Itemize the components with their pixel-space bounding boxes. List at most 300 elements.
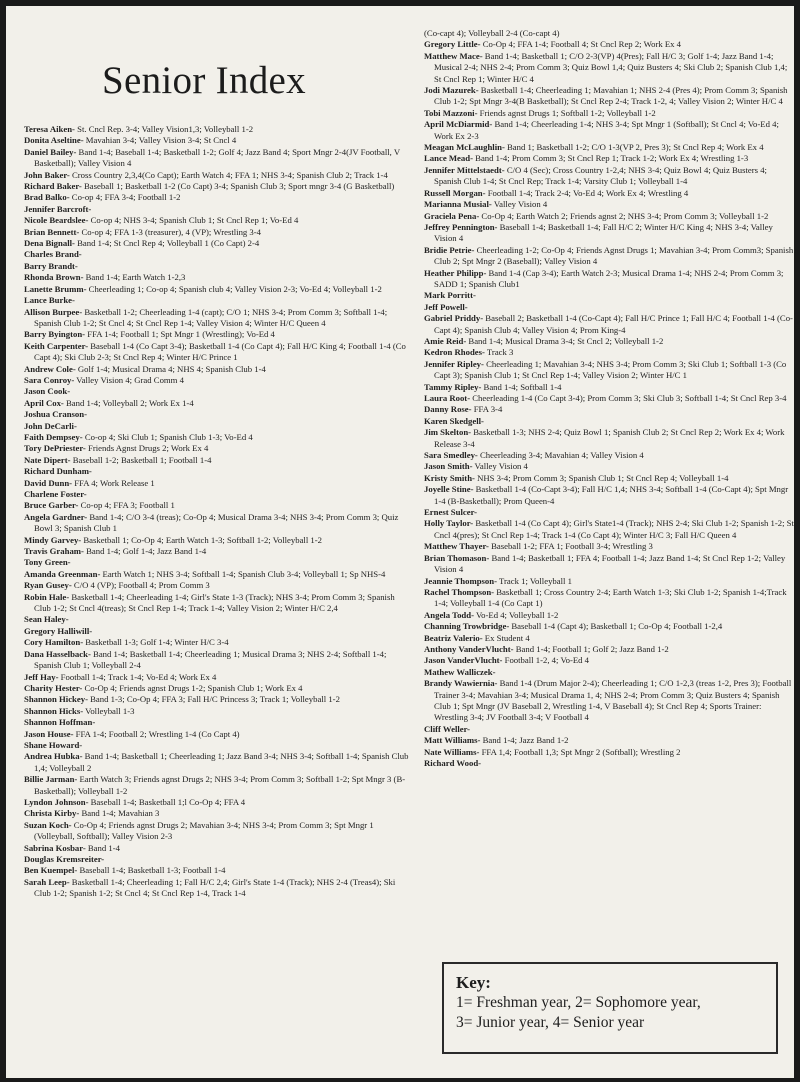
activities-text: Cheerleading 1-2; Co-Op 4; Friends Agnst Drugs 1; Mavahian 3-4; Prom Comm3; Spanish Club 2; Spt Mngr 2 (Baseball); Valley Vision 4 xyxy=(434,244,794,267)
activities-text: Friends agnst Drugs 1; Softball 1-2; Volleyball 1-2 xyxy=(477,107,656,118)
student-name: Nate Williams- xyxy=(424,746,480,757)
index-entry xyxy=(24,592,409,615)
activities-text: (Co-capt 4); Volleyball 2-4 (Co-capt 4) xyxy=(424,28,560,38)
index-entry xyxy=(424,747,794,758)
student-name: Jeff Hay- xyxy=(24,671,59,682)
index-entry xyxy=(24,227,409,238)
student-name: Shannon Hoffman- xyxy=(24,717,96,728)
index-entry xyxy=(24,364,409,375)
student-name: Jason Cook- xyxy=(24,386,71,397)
index-entry xyxy=(424,484,794,507)
key-title: Key: xyxy=(456,973,491,992)
index-entry xyxy=(24,740,409,751)
index-entry xyxy=(424,245,794,268)
activities-text: Valley Vision 4; Grad Comm 4 xyxy=(74,374,184,385)
student-name: Bridie Petrie- xyxy=(424,244,475,255)
index-entry xyxy=(24,135,409,146)
student-name: Meagan McLaughlin- xyxy=(424,142,505,153)
index-entry xyxy=(24,215,409,226)
activities-text: Cheerleading 1; Co-op 4; Spanish club 4; Valley Vision 2-3; Vo-Ed 4; Volleyball 1-2 xyxy=(86,283,382,294)
index-entry xyxy=(424,142,794,153)
left-entry-list xyxy=(24,124,409,900)
student-name: John DeCarli- xyxy=(24,420,77,431)
index-entry xyxy=(424,587,794,610)
index-entry xyxy=(24,751,409,774)
activities-text: Band 1-4; Basketball 1; FFA 4; Football 1-4; Jazz Band 1-4; St Cncl Rep 1-2; Valley Vision 4 xyxy=(434,552,786,575)
student-name: Barry Brandt- xyxy=(24,260,78,271)
index-entry xyxy=(24,272,409,283)
activities-text: Co-Op 4; Friends agnst Drugs 2; Mavahian 3-4; NHS 3-4; Prom Comm 3; Spt Mngr 1 (Volleyball, Softball); Valley Vision 2-3 xyxy=(34,819,374,842)
student-name: Barry Byington- xyxy=(24,329,86,340)
student-name: Jennifer Mittelstaedt- xyxy=(424,164,505,175)
activities-text: Basketball 1-3; NHS 2-4; Quiz Bowl 1; Spanish Club 2; St Cncl Rep 2; Work Ex 4; Work Release 3-4 xyxy=(434,427,785,449)
student-name: Angela Todd- xyxy=(424,609,474,620)
activities-text: Band 1-4; Softball 1-4 xyxy=(481,381,562,392)
activities-text: Band 1-4; Basketball 1; C/O 2-3(VP) 4(Pres); Fall H/C 3; Golf 1-4; Jazz Band 1-4; Musical 2-4; NHS 2-4; Prom Comm 3; Quiz Bowl 1,4; Quiz Busters 4; Ski Club 2; Spanish Club 1,4; St Cncl Rep 1; Winter H/C 4 xyxy=(434,50,788,84)
activities-text: Baseball 1-4 (Co Capt 3-4); Basketball 1-4 (Co Capt 4); Fall H/C King 4; Football 1-4 (Co Capt 4); Ski Club 2-3; St Cncl Rep 4; Winter H/C Prince 1 xyxy=(34,340,406,363)
index-entry xyxy=(424,382,794,393)
index-entry xyxy=(24,170,409,181)
index-entry xyxy=(424,290,794,301)
page-title: Senior Index xyxy=(102,59,306,102)
activities-text: C/O 4 (VP); Football 4; Prom Comm 3 xyxy=(71,580,210,591)
index-entry xyxy=(424,39,794,50)
index-entry xyxy=(424,724,794,735)
index-entry xyxy=(424,268,794,291)
index-entry xyxy=(424,450,794,461)
student-name: Shane Howard- xyxy=(24,739,83,750)
activities-text: Basketball 1-4; Cheerleading 1; Mavahian 1; NHS 2-4 (Pres 4); Prom Comm 3; Spanish Club 1-2; Spt Mngr 3-4(B Basketball); St Cncl Rep 2-4; Track 1-2, 4; Valley Vision 2; Winter H/C 4 xyxy=(434,85,788,107)
index-entry xyxy=(24,124,409,135)
activities-text: Baseball 1-4; Basketball 1-3; Football 1-4 xyxy=(77,865,226,876)
student-name: Anthony VanderVlucht- xyxy=(424,643,514,654)
student-name: Sean Haley- xyxy=(24,614,69,625)
activities-text: Valley Vision 4 xyxy=(472,461,528,472)
student-name: Nicole Beardslee- xyxy=(24,215,89,226)
index-entry xyxy=(424,393,794,404)
index-entry xyxy=(424,404,794,415)
index-entry xyxy=(24,478,409,489)
activities-text: Cheerleading 3-4; Mavahian 4; Valley Vision 4 xyxy=(477,450,644,461)
activities-text: Baseball 1-2; FFA 1; Football 3-4; Wrestling 3 xyxy=(488,541,653,552)
activities-text: Vo-Ed 4; Volleyball 1-2 xyxy=(473,609,559,620)
index-entry xyxy=(24,557,409,568)
activities-text: Ex Student 4 xyxy=(482,632,530,643)
activities-text: Track 3 xyxy=(484,347,514,358)
student-name: Charles Brand- xyxy=(24,249,82,260)
index-entry xyxy=(424,302,794,313)
activities-text: Baseball 1-2; Basketball 1; Football 1-4 xyxy=(70,454,212,465)
student-name: Christa Kirby- xyxy=(24,808,80,819)
student-name: Channing Trowbridge- xyxy=(424,621,510,632)
activities-text: Co-Op 4; Friends agnst Drugs 1-2; Spanish Club 1; Work Ex 4 xyxy=(82,682,303,693)
index-entry xyxy=(424,576,794,587)
student-name: Cliff Weller- xyxy=(424,723,471,734)
activities-text: Baseball 1-4; Basketball 1-4; Fall H/C 2; Winter H/C King 4; NHS 3-4; Valley Vision 4 xyxy=(434,221,773,244)
activities-text: Co-op 4; FFA 3-4; Football 1-2 xyxy=(69,192,181,203)
activities-text: Earth Watch 1; NHS 3-4; Softball 1-4; Spanish Club 3-4; Volleyball 1; Sp NHS-4 xyxy=(100,568,386,579)
activities-text: Band 1-4; Basketball 1-4; Cheerleading 1; Musical Drama 3; NHS 2-4; Softball 1-4; Spanish Club 1; Volleyball 2-4 xyxy=(34,648,387,671)
student-name: Lance Mead- xyxy=(424,153,473,164)
activities-text: Band 1-4; St Cncl Rep 4; Volleyball 1 (Co Capt) 2-4 xyxy=(74,238,260,249)
student-name: Mathew Walliczek- xyxy=(424,666,496,677)
student-name: Kedron Rhodes- xyxy=(424,347,485,358)
student-name: Shannon Hicks- xyxy=(24,705,84,716)
student-name: Jennifer Barcroft- xyxy=(24,203,92,214)
student-name: Tory DePriester- xyxy=(24,443,86,454)
key-line-2: 3= Junior year, 4= Senior year xyxy=(456,1014,645,1031)
index-entry xyxy=(24,706,409,717)
index-entry xyxy=(24,649,409,672)
index-entry xyxy=(24,512,409,535)
activities-text: St. Cncl Rep. 3-4; Valley Vision1,3; Volleyball 1-2 xyxy=(74,124,254,134)
student-name: Gabriel Priddy- xyxy=(424,313,484,324)
student-name: Jim Skelton- xyxy=(424,427,472,438)
index-entry xyxy=(24,261,409,272)
index-entry xyxy=(24,307,409,330)
student-name: Jeannie Thompson- xyxy=(424,575,497,586)
index-entry xyxy=(424,667,794,678)
student-name: Amie Reid- xyxy=(424,335,467,346)
student-name: Mindy Garvey- xyxy=(24,534,82,545)
index-entry xyxy=(24,341,409,364)
activities-text: Basketball 1; Cross Country 2-4; Earth Watch 1-3; Ski Club 1-2; Spanish 1-4;Track 1-4; Volleyball 1-4 (Co Capt 1) xyxy=(434,586,787,609)
activities-text: Band 1-4; Mavahian 3 xyxy=(79,808,160,819)
index-entry xyxy=(24,729,409,740)
index-entry xyxy=(24,386,409,397)
index-entry xyxy=(424,735,794,746)
activities-text: FFA 3-4 xyxy=(471,404,503,415)
activities-text: FFA 1-4; Football 2; Wrestling 1-4 (Co Capt 4) xyxy=(73,728,240,739)
index-entry xyxy=(424,313,794,336)
index-entry xyxy=(424,416,794,427)
index-entry xyxy=(424,678,794,724)
student-name: Robin Hale- xyxy=(24,591,70,602)
student-name: April Cox- xyxy=(24,397,64,408)
index-entry xyxy=(24,535,409,546)
index-entry xyxy=(24,238,409,249)
activities-text: Basketball 1-3; Golf 1-4; Winter H/C 3-4 xyxy=(83,637,229,648)
student-name: Tony Green- xyxy=(24,557,71,568)
index-entry xyxy=(24,774,409,797)
student-name: Dana Hasselback- xyxy=(24,648,91,659)
student-name: Suzan Koch- xyxy=(24,819,72,830)
activities-text: Band 1-4 (Cap 3-4); Earth Watch 2-3; Musical Drama 1-4; NHS 2-4; Prom Comm 3; SADD 1; Spanish Club1 xyxy=(434,267,784,289)
activities-text: Basketball 1-4; Cheerleading 1; Fall H/C 2,4; Girl's State 1-4 (Track); NHS 2-4 (Treas4); Ski Club 1-2; Spanish 1-2; St Cncl 4; St Cncl Rep 1-4, Track 1-4 xyxy=(34,876,396,899)
student-name: Amanda Greenman- xyxy=(24,568,101,579)
index-entry xyxy=(424,621,794,632)
student-name: Ryan Gusey- xyxy=(24,580,72,591)
student-name: Sarah Leep- xyxy=(24,876,70,887)
activities-text: Baseball 1-4 (Capt 4); Basketball 1; Co-Op 4; Football 1-2,4 xyxy=(509,621,723,632)
activities-text: Friends Agnst Drugs 2; Work Ex 4 xyxy=(85,443,209,454)
activities-text: Cheerleading 1; Mavahian 3-4; NHS 3-4; Prom Comm 3; Ski Club 1; Softball 1-3 (Co Capt 3); Spanish Club 1; St Cncl Rep 1-4; Valley Vision 2; Winter H/C 1 xyxy=(434,358,787,381)
activities-text: Band 1-4; Cheerleading 1-4; NHS 3-4; Spt Mngr 1 (Softball); St Cncl 4; Vo-Ed 4; Work Ex 2-3 xyxy=(434,119,779,141)
index-entry xyxy=(24,672,409,683)
activities-text: Basketball 1-4 (Co Capt 4); Girl's State1-4 (Track); NHS 2-4; Ski Club 1-2; Spanish 1-2; St Cncl 4(pres); St Cncl Rep 1-4; Track 1-4 (Co Capt 4); Winter H/C 3; Fall H/C Queen 4 xyxy=(434,518,794,540)
index-entry xyxy=(424,85,794,108)
index-entry xyxy=(424,610,794,621)
index-entry xyxy=(24,147,409,170)
activities-text: C/O 4 (Sec); Cross Country 1-2,4; NHS 3-4; Quiz Bowl 4; Quiz Busters 4; Spanish Club 1-4; St Cncl Rep; Track 1-4; Varsity Club 1; Volleyball 1-4 xyxy=(434,164,767,187)
activities-text: Band 1-4; Musical Drama 3-4; St Cncl 2; Volleyball 1-2 xyxy=(466,335,664,346)
index-entry xyxy=(424,153,794,164)
student-name: Angela Gardner- xyxy=(24,511,88,522)
index-entry xyxy=(24,192,409,203)
index-entry xyxy=(424,541,794,552)
index-entry xyxy=(424,51,794,85)
activities-text: Band 1-4; Prom Comm 3; St Cncl Rep 1; Track 1-2; Work Ex 4; Wrestling 1-3 xyxy=(472,153,749,164)
index-entry xyxy=(424,347,794,358)
index-entry xyxy=(24,375,409,386)
index-entry xyxy=(424,427,794,450)
student-name: Allison Burpee- xyxy=(24,306,83,317)
student-name: Joshua Cranson- xyxy=(24,409,88,420)
student-name: Matthew Thayer- xyxy=(424,541,489,552)
student-name: Jodi Mazurek- xyxy=(424,85,479,96)
student-name: Danny Rose- xyxy=(424,404,472,415)
index-entry xyxy=(24,717,409,728)
student-name: Andrew Cole- xyxy=(24,363,76,374)
activities-text: Volleyball 1-3 xyxy=(83,705,135,716)
activities-text: Co-op 4; FFA 3; Football 1 xyxy=(78,500,175,511)
index-entry xyxy=(424,461,794,472)
student-name: Brian Bennett- xyxy=(24,226,80,237)
student-name: Cory Hamilton- xyxy=(24,637,84,648)
student-name: Ben Kuempel- xyxy=(24,865,78,876)
index-entry xyxy=(24,421,409,432)
student-name: Keith Carpenter- xyxy=(24,340,89,351)
student-name: Lyndon Johnson- xyxy=(24,796,89,807)
student-name: Billie Jarman- xyxy=(24,774,78,785)
student-name: Russell Morgan- xyxy=(424,187,486,198)
left-column xyxy=(24,6,409,900)
activities-text: Basketball 1; Co-Op 4; Earth Watch 1-3; Softball 1-2; Volleyball 1-2 xyxy=(81,534,323,545)
student-name: Faith Dempsey- xyxy=(24,431,83,442)
index-entry xyxy=(424,165,794,188)
index-entry xyxy=(24,500,409,511)
index-entry xyxy=(24,877,409,900)
activities-text: Baseball 1-4; Basketball 1;l Co-Op 4; FFA 4 xyxy=(88,796,246,807)
activities-text: Band 1-4; Golf 1-4; Jazz Band 1-4 xyxy=(83,546,207,557)
index-entry xyxy=(424,644,794,655)
index-entry xyxy=(24,284,409,295)
student-name: Bruce Garber- xyxy=(24,500,79,511)
student-name: Holly Taylor- xyxy=(424,518,474,529)
activities-text: Band 1-4; Football 1; Golf 2; Jazz Band 1-2 xyxy=(513,643,669,654)
activities-text: Earth Watch 3; Friends agnst Drugs 2; NHS 3-4; Prom Comm 3; Softball 1-2; Spt Mngr 3 (B-Basketball); Volleyball 1-2 xyxy=(34,774,406,796)
index-entry xyxy=(24,455,409,466)
activities-text: Football 1-4; Track 2-4; Vo-Ed 4; Work Ex 4; Wrestling 4 xyxy=(485,187,689,198)
activities-text: Band 1-4; Volleyball 2; Work Ex 1-4 xyxy=(63,397,194,408)
activities-text: Band 1-4; Earth Watch 1-2,3 xyxy=(83,272,186,283)
student-name: Daniel Bailey- xyxy=(24,146,77,157)
activities-text: Co-Op 4; Earth Watch 2; Friends agnst 2; NHS 3-4; Prom Comm 3; Volleyball 1-2 xyxy=(479,210,769,221)
index-entry xyxy=(424,507,794,518)
student-name: Lanette Brumm- xyxy=(24,283,87,294)
student-name: Brad Balko- xyxy=(24,192,70,203)
activities-text: Cross Country 2,3,4(Co Capt); Earth Watch 4; FFA 1; NHS 3-4; Spanish Club 2; Track 1-4 xyxy=(69,169,388,180)
yearbook-page xyxy=(6,6,794,1078)
student-name: Richard Baker- xyxy=(24,181,82,192)
student-name: Tammy Ripley- xyxy=(424,381,482,392)
student-name: Jason House- xyxy=(24,728,74,739)
activities-text: Co-Op 4; FFA 1-4; Football 4; St Cncl Rep 2; Work Ex 4 xyxy=(480,39,682,50)
student-name: Laura Root- xyxy=(424,393,471,403)
activities-text: NHS 3-4; Prom Comm 3; Spanish Club 1; St Cncl Rep 4; Volleyball 1-4 xyxy=(474,472,729,483)
activities-text: FFA 1-4; Football 1; Spt Mngr 1 (Wrestling); Vo-Ed 4 xyxy=(85,329,275,340)
index-entry xyxy=(424,222,794,245)
student-name: Dena Bignall- xyxy=(24,238,75,249)
student-name: Gregory Halliwill- xyxy=(24,625,93,636)
student-name: Lance Burke- xyxy=(24,295,75,306)
student-name: Kristy Smith- xyxy=(424,472,475,483)
index-entry xyxy=(24,398,409,409)
activities-text: Baseball 1; Basketball 1-2 (Co Capt) 3-4; Spanish Club 3; Sport mngr 3-4 (G Basketball) xyxy=(81,181,395,192)
student-name: Joyelle Stine- xyxy=(424,484,474,495)
index-entry xyxy=(24,580,409,591)
activities-text: Band 1-4 (Drum Major 2-4); Cheerleading 1; C/O 1-2,3 (treas 1-2, Pres 3); Football Trainer 3-4; Mavahian 3-4; Musical Drama 1, 4; NHS 2-4; Prom Comm 3; Quiz Busters 4; Spanish Club 1; Spt Mngr (JV Baseball 2, Wrestling 1-4, V Baseball 4); St Cncl Rep 4; Sports Trainer: Wrestling 3-4; JV Football 3-4; V Football 4 xyxy=(434,678,792,723)
index-entry xyxy=(424,518,794,541)
activities-text: Cheerleading 1-4 (Co Capt 3-4); Prom Comm 3; Ski Club 3; Softball 1-4; St Cncl Rep 3-4 xyxy=(470,393,787,403)
student-name: Sara Smedley- xyxy=(424,450,478,461)
index-entry xyxy=(24,854,409,865)
index-entry xyxy=(424,655,794,666)
student-name: Mark Porritt- xyxy=(424,290,476,301)
student-name: Teresa Aiken- xyxy=(24,124,75,134)
activities-text: Golf 1-4; Musical Drama 4; NHS 4; Spanish Club 1-4 xyxy=(75,363,266,374)
index-entry xyxy=(24,843,409,854)
index-entry xyxy=(24,489,409,500)
index-entry xyxy=(424,633,794,644)
index-entry xyxy=(24,409,409,420)
index-entry xyxy=(424,473,794,484)
activities-text: Band 1; Basketball 1-2; C/O 1-3(VP 2, Pres 3); St Cncl Rep 4; Work Ex 4 xyxy=(504,142,764,153)
student-name: John Baker- xyxy=(24,169,70,180)
index-entry xyxy=(24,329,409,340)
index-entry xyxy=(24,569,409,580)
student-name: Matthew Mace- xyxy=(424,50,483,61)
student-name: Karen Skedgell- xyxy=(424,415,484,426)
student-name: Donita Aseltine- xyxy=(24,135,84,146)
activities-text: FFA 4; Work Release 1 xyxy=(72,477,155,488)
student-name: Jennifer Ripley- xyxy=(424,358,484,369)
index-entry xyxy=(24,466,409,477)
index-entry xyxy=(24,820,409,843)
index-entry xyxy=(424,359,794,382)
activities-text: Baseball 2; Basketball 1-4 (Co-Capt 4); Fall H/C Prince 1; Fall H/C 4; Football 1-4 (Co-Capt 4); Spanish Club 4; Valley Vision 4; Prom King-4 xyxy=(434,313,793,335)
index-entry xyxy=(24,432,409,443)
student-name: Jason VanderVlucht- xyxy=(424,655,503,666)
student-name: Nate Dipert- xyxy=(24,454,71,465)
activities-text: Football 1-2, 4; Vo-Ed 4 xyxy=(502,655,590,666)
student-name: Jeff Powell- xyxy=(424,301,468,312)
student-name: Brandy Wawiernia- xyxy=(424,678,498,689)
index-entry xyxy=(24,204,409,215)
activities-text: Band 1-4; Baseball 1-4; Basketball 1-2; Golf 4; Jazz Band 4; Sport Mngr 2-4(JV Football, V Basketball); Valley Vision 4 xyxy=(34,146,400,169)
right-column xyxy=(424,28,794,769)
activities-text: Valley Vision 4 xyxy=(491,199,548,210)
index-entry xyxy=(24,181,409,192)
activities-text: Band 1-4; C/O 3-4 (treas); Co-Op 4; Musical Drama 3-4; NHS 3-4; Prom Comm 3; Quiz Bowl 3; Spanish Club 1 xyxy=(34,511,399,534)
student-name: Graciela Pena- xyxy=(424,210,480,221)
activities-text: Co-op 4; NHS 3-4; Spanish Club 1; St Cncl Rep 1; Vo-Ed 4 xyxy=(88,215,299,226)
index-entry xyxy=(24,626,409,637)
key-box xyxy=(442,962,778,1054)
student-name: Shannon Hickey- xyxy=(24,694,88,705)
activities-text: FFA 1,4; Football 1,3; Spt Mngr 2 (Softball); Wrestling 2 xyxy=(479,746,681,757)
index-entry xyxy=(424,108,794,119)
student-name: Andrea Hubka- xyxy=(24,751,83,762)
student-name: Gregory Little- xyxy=(424,39,481,50)
index-entry xyxy=(24,249,409,260)
student-name: Rhonda Brown- xyxy=(24,272,84,283)
student-name: Beatriz Valerio- xyxy=(424,632,483,643)
right-entry-list xyxy=(424,28,794,769)
student-name: Jeffrey Pennington- xyxy=(424,221,498,232)
activities-text: Co-op 4; FFA 1-3 (treasurer), 4 (VP); Wrestling 3-4 xyxy=(79,226,262,237)
student-name: Heather Philipp- xyxy=(424,267,487,278)
student-name: Brian Thomason- xyxy=(424,552,490,563)
index-entry xyxy=(424,758,794,769)
student-name: Marianna Musial- xyxy=(424,199,492,210)
student-name: Sabrina Kosbar- xyxy=(24,842,86,853)
index-entry xyxy=(24,443,409,454)
index-entry xyxy=(24,637,409,648)
index-entry xyxy=(24,808,409,819)
student-name: Matt Williams- xyxy=(424,735,481,746)
index-entry xyxy=(24,295,409,306)
activities-text: Band 1-4; Basketball 1; Cheerleading 1; Jazz Band 3-4; NHS 3-4; Softball 1-4; Spanish Club 1,4; Volleyball 2 xyxy=(34,751,409,773)
activities-text: Football 1-4; Track 1-4; Vo-Ed 4; Work Ex 4 xyxy=(58,671,217,682)
activities-text: Band 1-4; Jazz Band 1-2 xyxy=(480,735,569,746)
student-name: Tobi Mazzoni- xyxy=(424,107,478,118)
student-name: Richard Wood- xyxy=(424,758,482,768)
activities-text: Band 1-3; Co-Op 4; FFA 3; Fall H/C Princess 3; Track 1; Volleyball 1-2 xyxy=(87,694,340,705)
activities-text: Mavahian 3-4; Valley Vision 3-4; St Cncl 4 xyxy=(83,135,237,146)
student-name: Douglas Kremsreiter- xyxy=(24,854,105,864)
student-name: April McDiarmid- xyxy=(424,119,493,130)
index-entry xyxy=(24,865,409,876)
index-entry xyxy=(24,683,409,694)
activities-text: Band 1-4 xyxy=(85,842,120,853)
activities-text: Track 1; Volleyball 1 xyxy=(496,575,572,586)
student-name: Sara Conroy- xyxy=(24,374,75,385)
student-name: Richard Dunham- xyxy=(24,466,92,477)
activities-text: Basketball 1-4 (Co-Capt 3-4); Fall H/C 1,4; NHS 3-4; Softball 1-4 (Co-Capt 4); Spt Mngr 1-4 (B-Basketball); Prom Queen-4 xyxy=(434,484,789,506)
index-entry xyxy=(424,199,794,210)
student-name: David Dunn- xyxy=(24,477,73,488)
index-entry xyxy=(424,553,794,576)
index-entry xyxy=(424,336,794,347)
activities-text: Basketball 1-4; Cheerleading 1-4; Girl's State 1-3 (Track); NHS 3-4; Prom Comm 3; Spanish Club 1-2; St Cncl 4(treas); St Cncl Rep 1-4; Track 1-4; Valley Vision 2; Winter H/C 2,4 xyxy=(34,591,395,614)
index-entry xyxy=(424,188,794,199)
index-entry xyxy=(424,119,794,142)
key-line-1: 1= Freshman year, 2= Sophomore year, xyxy=(456,994,701,1011)
student-name: Rachel Thompson- xyxy=(424,586,495,597)
index-entry xyxy=(24,694,409,705)
index-entry xyxy=(24,546,409,557)
activities-text: Co-op 4; Ski Club 1; Spanish Club 1-3; Vo-Ed 4 xyxy=(82,431,253,442)
index-entry xyxy=(24,797,409,808)
student-name: Charity Hester- xyxy=(24,682,83,693)
student-name: Jason Smith- xyxy=(424,461,473,472)
index-entry xyxy=(424,211,794,222)
student-name: Ernest Sulcer- xyxy=(424,507,477,518)
student-name: Charlene Foster- xyxy=(24,489,87,499)
index-entry xyxy=(424,28,794,39)
activities-text: Basketball 1-2; Cheerleading 1-4 (capt); C/O 1; NHS 3-4; Prom Comm 3; Softball 1-4; Spanish Club 1-2; St Cncl 4; St Cncl Rep 1-4; Valley Vision 4; Winter H/C Queen 4 xyxy=(34,306,388,328)
